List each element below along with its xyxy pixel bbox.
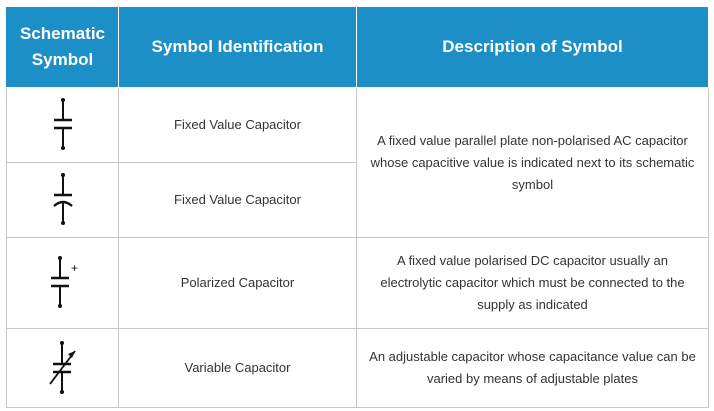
fixed-capacitor-curved-icon <box>48 172 78 228</box>
header-description: Description of Symbol <box>357 7 709 88</box>
description-cell: An adjustable capacitor whose capacitance value can be varied by means of adjustable plates <box>357 329 709 408</box>
capacitor-symbols-table <box>6 6 709 408</box>
table-row <box>7 329 709 408</box>
description-cell: A fixed value polarised DC capacitor usually an electrolytic capacitor which must be connected to the supply as indicated <box>357 238 709 329</box>
table-row <box>7 238 709 329</box>
description-cell-merged: A fixed value parallel plate non-polarised AC capacitor whose capacitive value is indicated next to its schematic symbol <box>357 88 709 238</box>
symbol-cell <box>7 238 119 329</box>
fixed-capacitor-icon <box>48 97 78 153</box>
symbol-cell <box>7 88 119 163</box>
table-header-row <box>7 7 709 88</box>
plus-sign-label: + <box>70 261 78 275</box>
symbol-cell <box>7 329 119 408</box>
identification-cell: Fixed Value Capacitor <box>119 163 357 238</box>
header-schematic-symbol <box>7 7 119 88</box>
header-schematic-line2: Symbol <box>31 50 94 69</box>
identification-cell: Polarized Capacitor <box>119 238 357 329</box>
identification-cell: Fixed Value Capacitor <box>119 88 357 163</box>
identification-cell: Variable Capacitor <box>119 329 357 408</box>
header-schematic-line1: Schematic <box>19 24 106 43</box>
symbol-cell <box>7 163 119 238</box>
variable-capacitor-icon <box>45 339 81 397</box>
polarized-capacitor-icon <box>45 255 81 311</box>
header-symbol-identification: Symbol Identification <box>119 7 357 88</box>
table-row <box>7 88 709 163</box>
